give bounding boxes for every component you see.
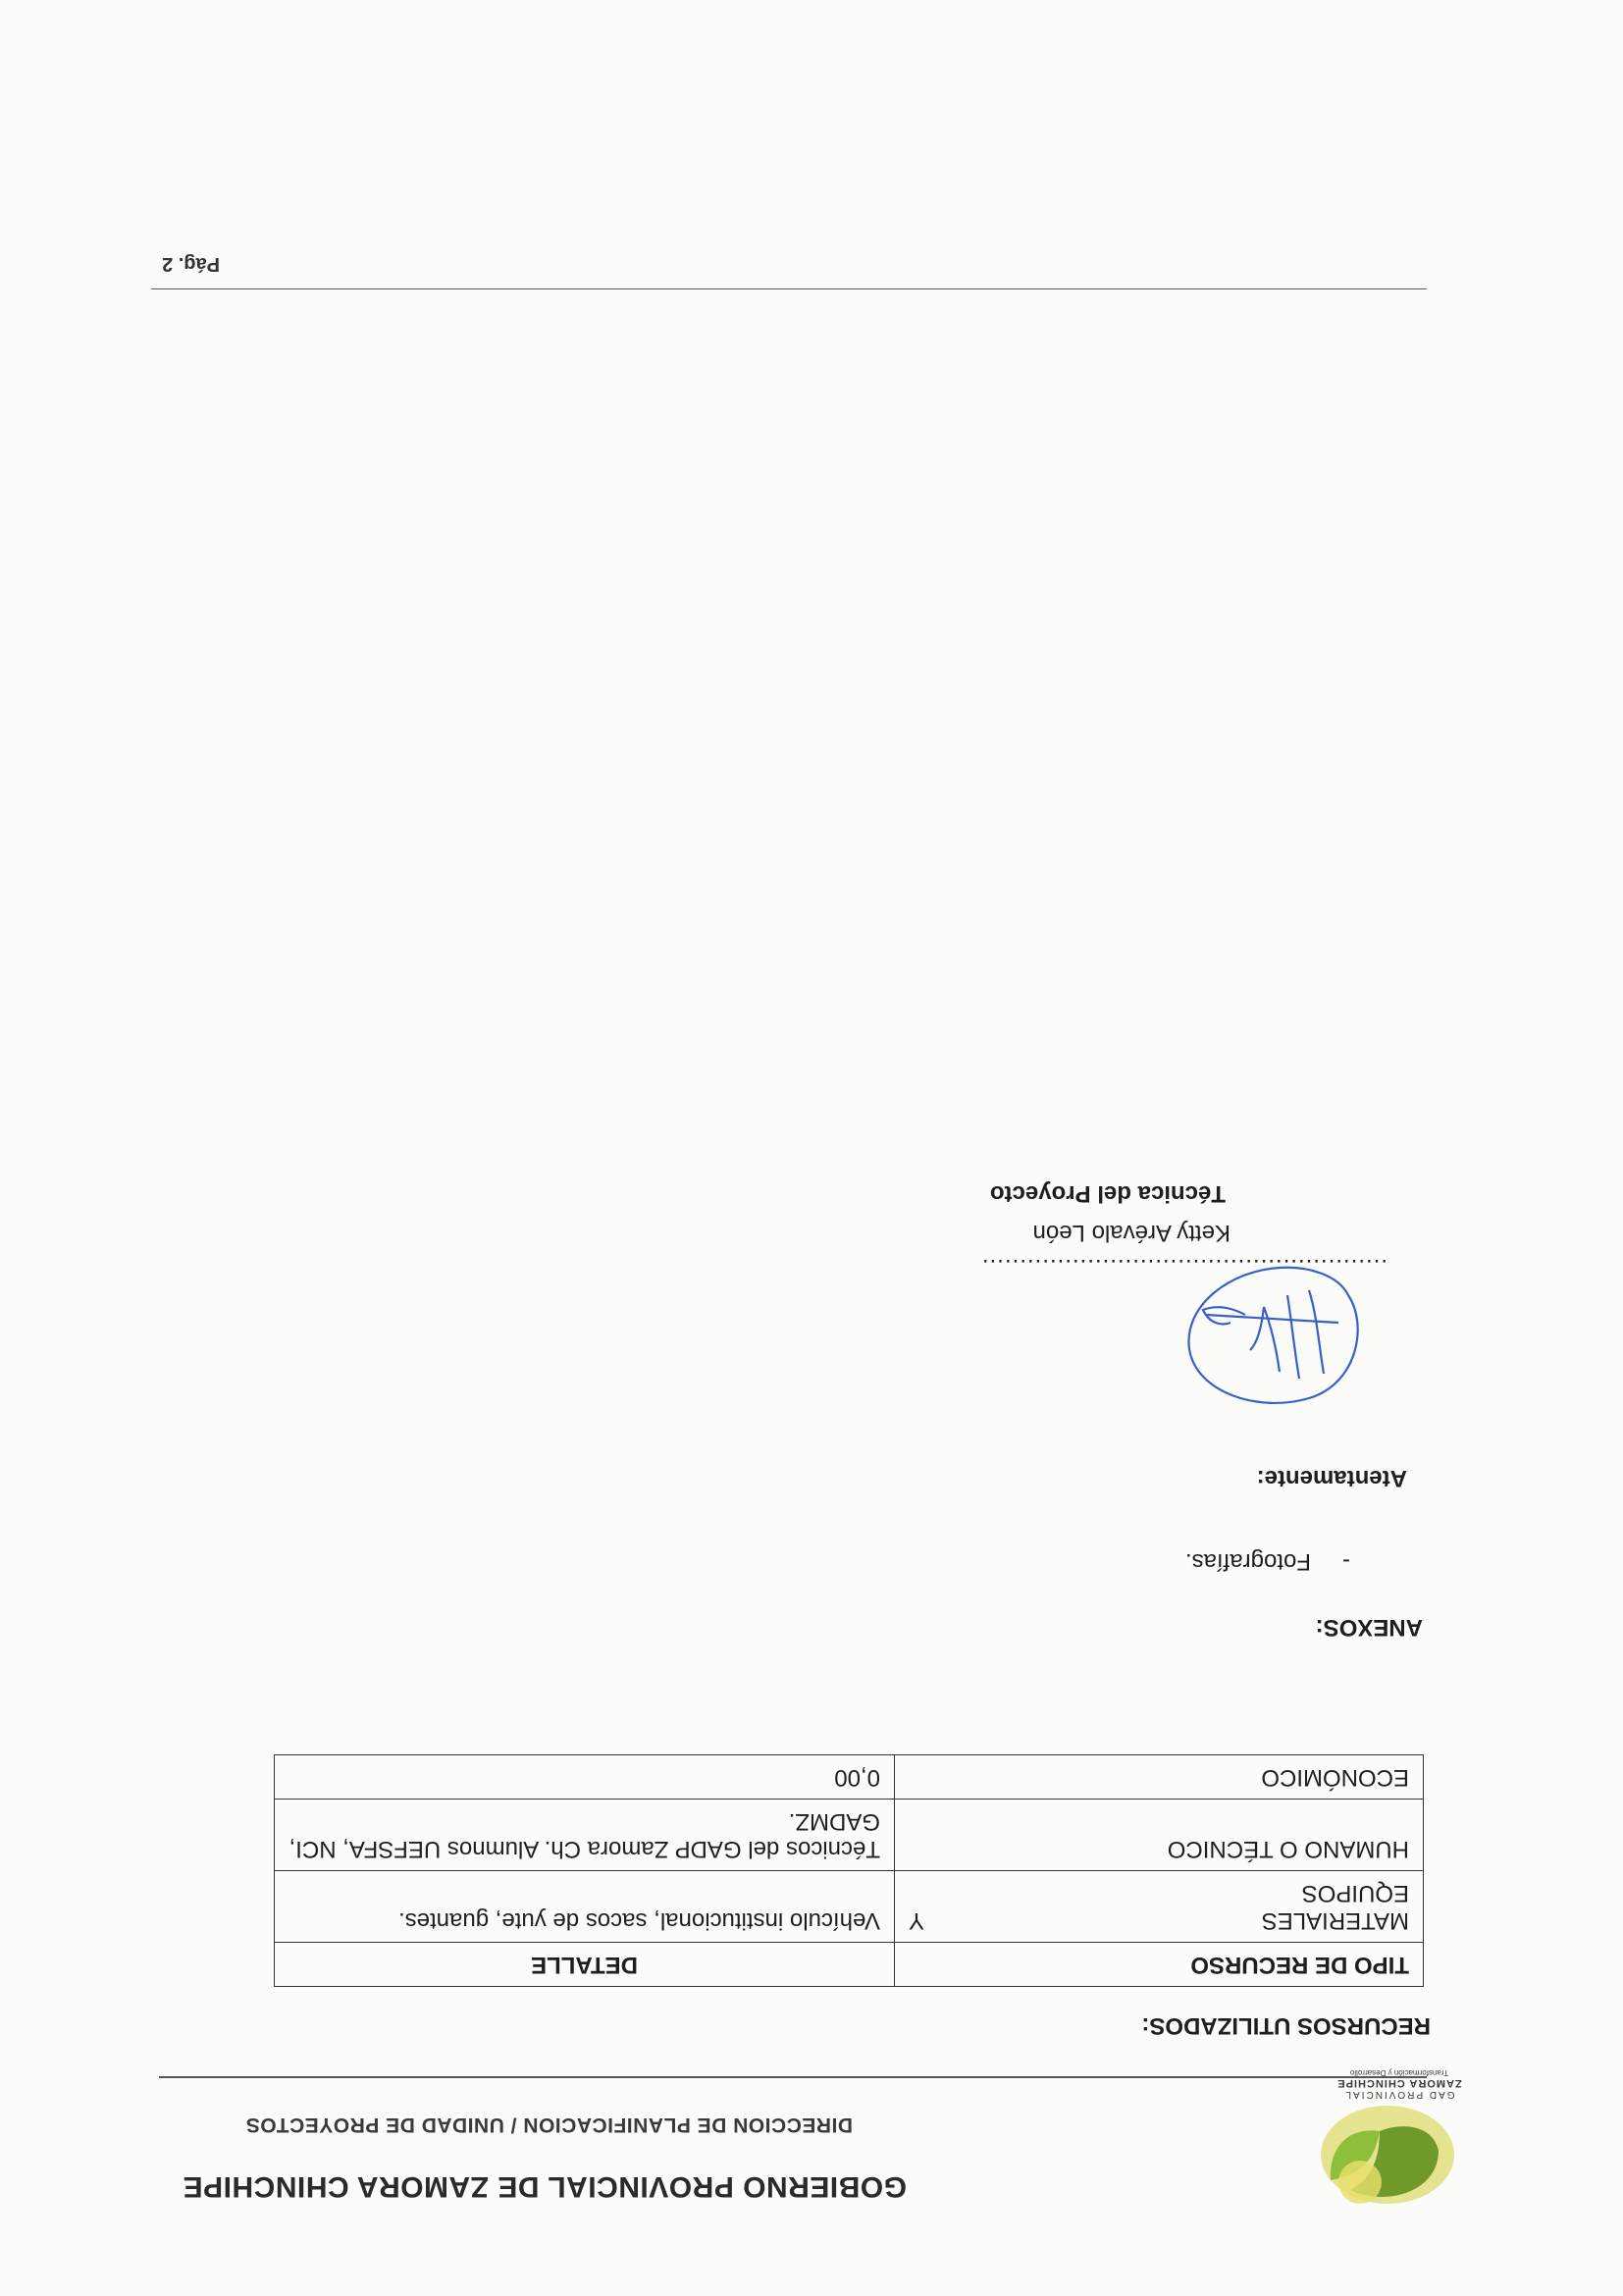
list-item	[1185, 1547, 1350, 1575]
cell-tipo-part: EQUIPOS	[1301, 1880, 1409, 1906]
cell-tipo	[895, 1871, 1424, 1943]
recursos-heading: RECURSOS UTILIZADOS:	[1141, 2012, 1431, 2039]
cell-tipo: ECONÓMICO	[895, 1755, 1424, 1800]
table-row	[275, 1755, 1424, 1800]
cell-tipo-part: Y	[909, 1907, 925, 1934]
list-item-text: Fotografías.	[1184, 1548, 1311, 1575]
signature-line: ......................................................	[980, 1254, 1387, 1280]
document-title: GOBIERNO PROVINCIAL DE ZAMORA CHINCHIPE	[183, 2170, 907, 2203]
document-subtitle: DIRECCION DE PLANIFICACION / UNIDAD DE PROYECTOS	[245, 2113, 853, 2136]
cell-detalle: 0,00	[275, 1755, 895, 1800]
logo-caption	[1301, 2068, 1497, 2100]
cell-detalle: Vehículo institucional, sacos de yute, guantes.	[275, 1871, 895, 1943]
header-divider	[159, 2076, 1427, 2078]
header-detalle: DETALLE	[275, 1943, 895, 1987]
cell-detalle: Técnicos del GADP Zamora Ch. Alumnos UEFSFA, NCI, GADMZ.	[275, 1800, 895, 1871]
table-row	[275, 1871, 1424, 1943]
list-bullet: -	[1342, 1548, 1350, 1575]
footer-divider	[151, 288, 1427, 289]
cell-tipo: HUMANO O TÉCNICO	[895, 1800, 1424, 1871]
signer-role: Técnica del Proyecto	[989, 1180, 1226, 1207]
page-number: Pág. 2	[162, 253, 220, 275]
logo-line-2: ZAMORA CHINCHIPE	[1336, 2077, 1462, 2089]
closing-salutation: Atentamente:	[1256, 1465, 1407, 1491]
cell-tipo-part: MATERIALES	[1261, 1907, 1409, 1934]
logo-line-3: Transformación y Desarrollo	[1349, 2068, 1449, 2077]
gad-logo-icon	[1301, 2102, 1497, 2219]
recursos-table	[274, 1754, 1424, 1987]
signer-name: Ketty Arévalo León	[1032, 1220, 1230, 1246]
table-header-row	[275, 1943, 1424, 1987]
header-tipo-recurso: TIPO DE RECURSO	[895, 1943, 1424, 1987]
anexos-heading: ANEXOS:	[1315, 1614, 1423, 1641]
table-row	[275, 1800, 1424, 1871]
logo-line-1: GAD PROVINCIAL	[1343, 2089, 1455, 2100]
